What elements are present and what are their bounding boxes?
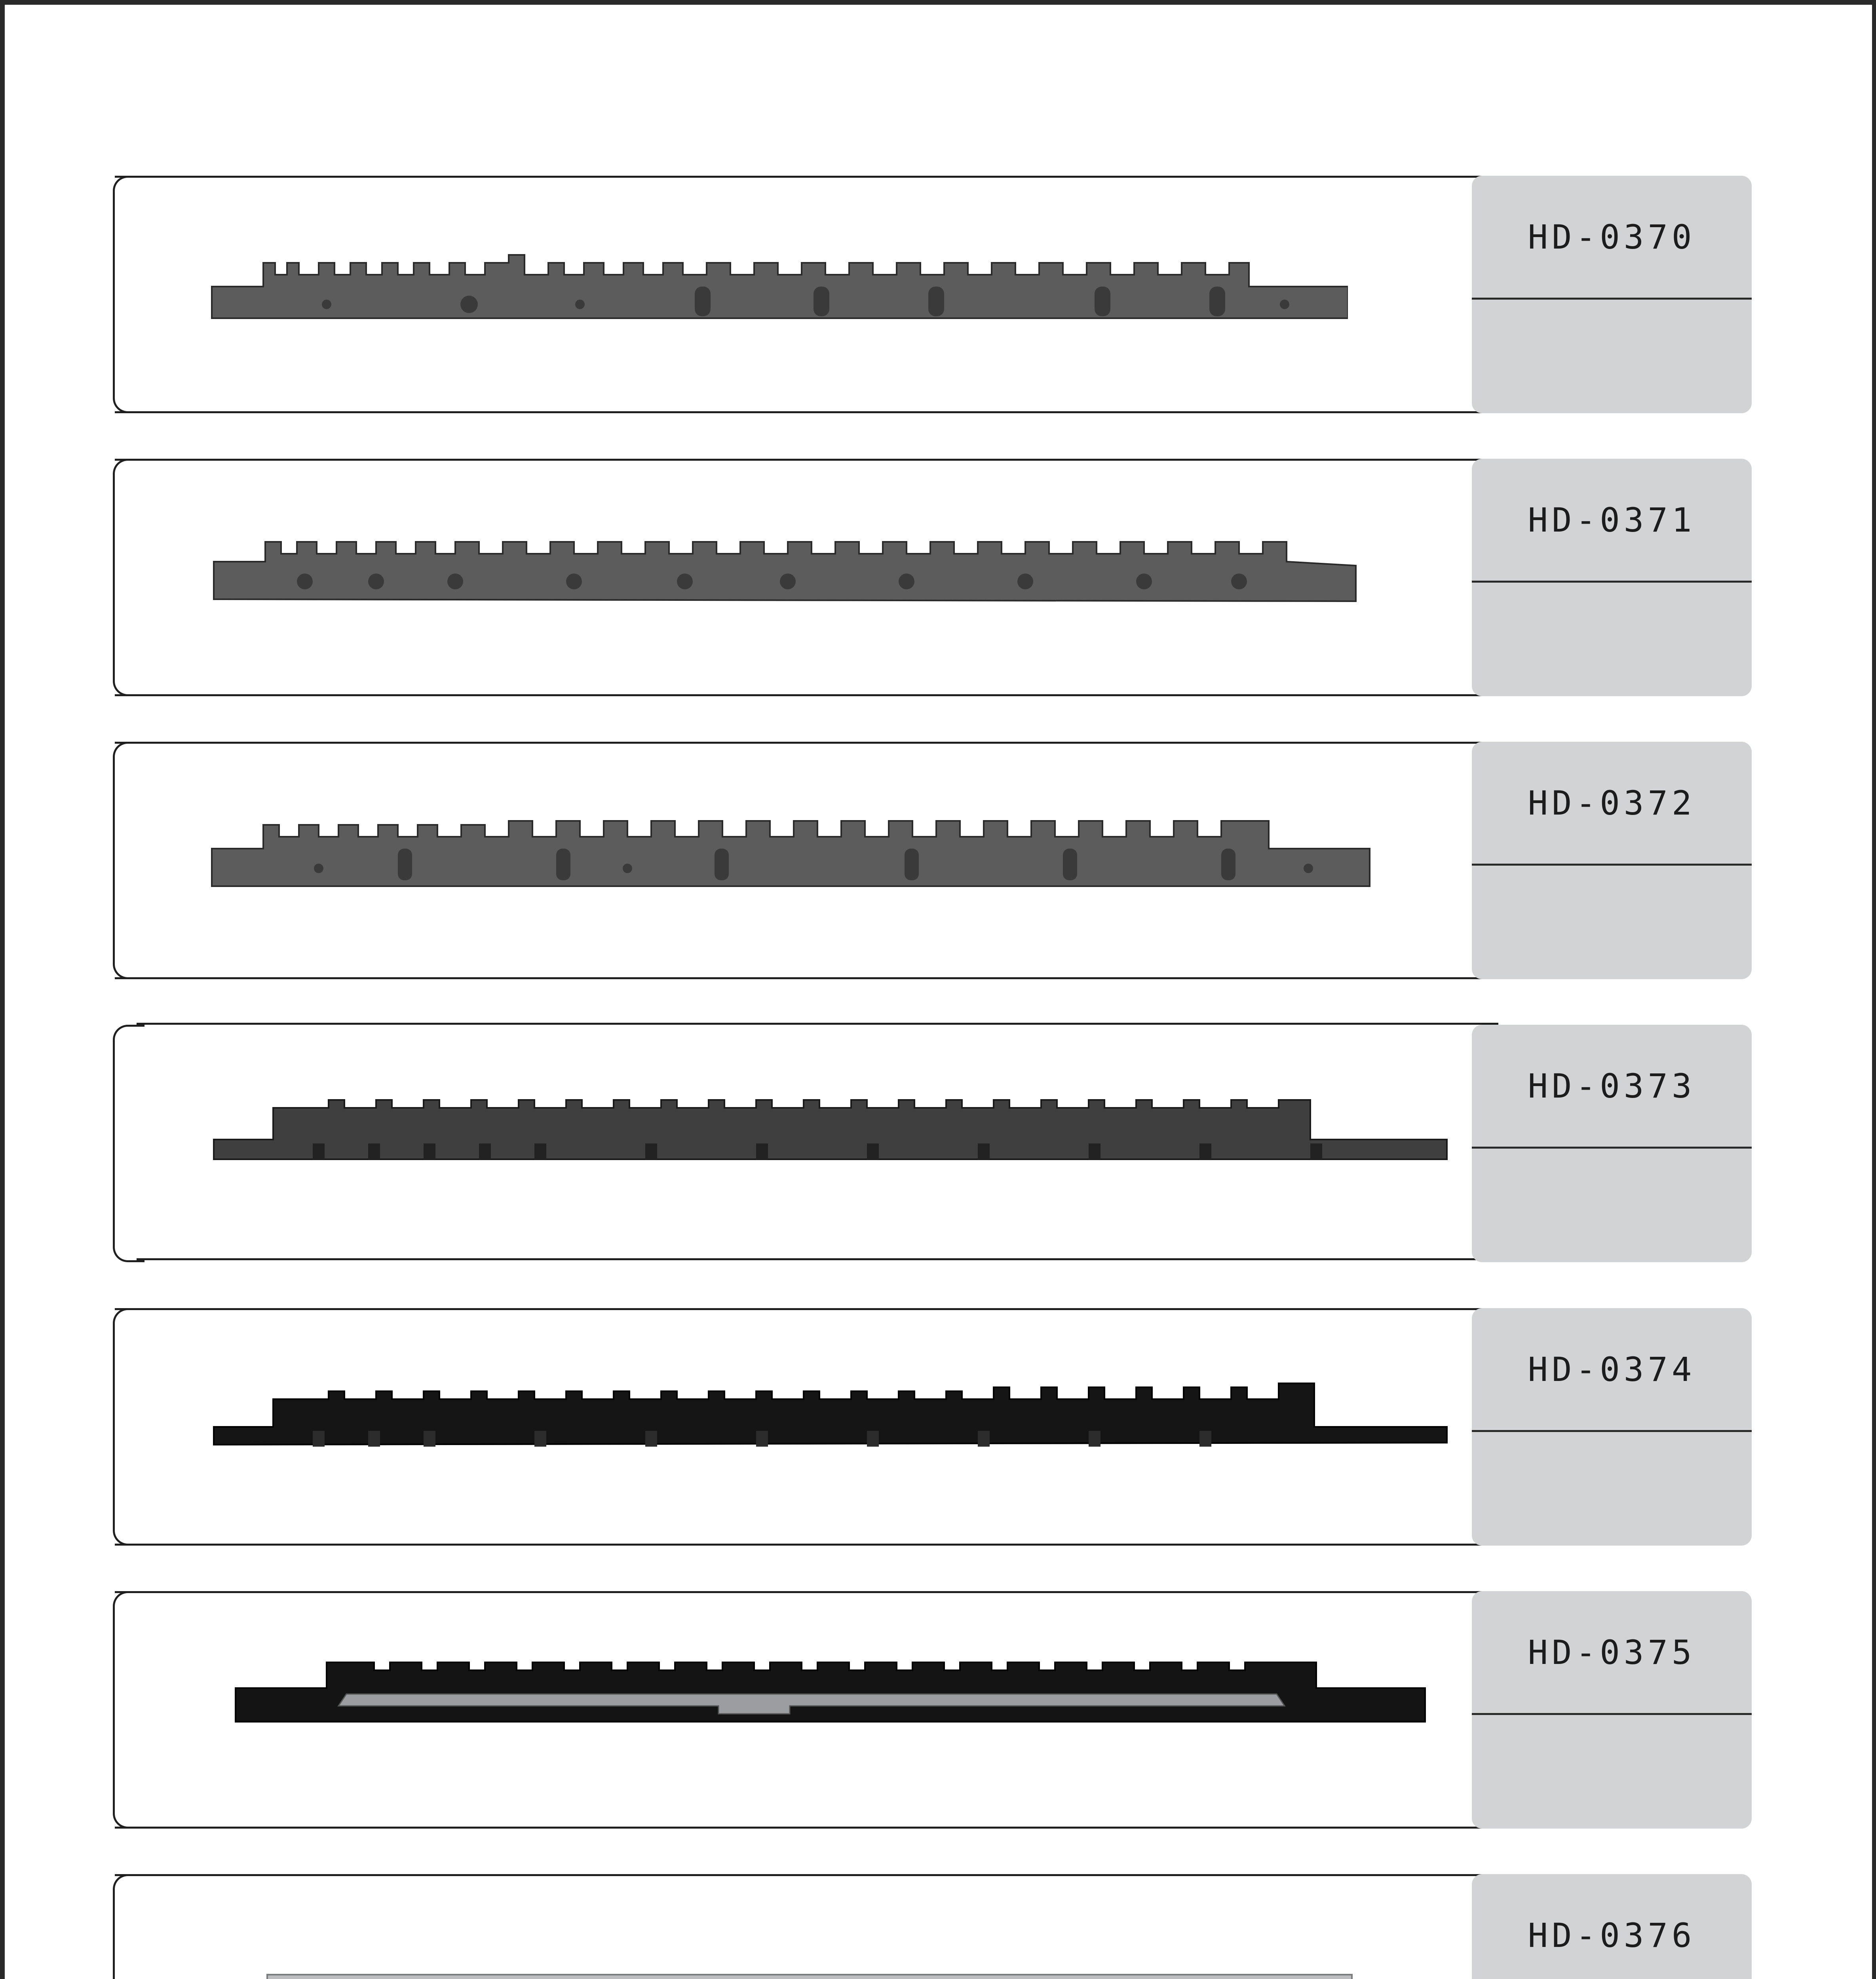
grey-comb-bar-icon — [208, 801, 1372, 904]
dark-grey-comb-bar-icon — [210, 1084, 1449, 1179]
divider — [1472, 1713, 1752, 1715]
catalog-item — [113, 742, 1752, 979]
label-panel — [1472, 459, 1752, 696]
product-code: HD-0370 — [1528, 218, 1696, 256]
bracket — [113, 1025, 144, 1262]
label-panel — [1472, 1591, 1752, 1829]
product-code: HD-0372 — [1528, 784, 1696, 822]
product-code: HD-0371 — [1528, 501, 1696, 539]
label-panel — [1472, 742, 1752, 979]
product-code: HD-0376 — [1528, 1916, 1696, 1955]
divider — [1472, 1147, 1752, 1149]
divider — [1472, 298, 1752, 300]
catalog-item — [113, 176, 1752, 413]
aluminium-rail-icon — [243, 1969, 1380, 1979]
grey-comb-bar-icon — [210, 522, 1358, 621]
catalog-item — [113, 1025, 1752, 1262]
product-code: HD-0373 — [1528, 1067, 1696, 1105]
label-panel — [1472, 1308, 1752, 1546]
label-panel — [1472, 1874, 1752, 1979]
catalog-item — [113, 459, 1752, 696]
divider — [1472, 864, 1752, 866]
grey-comb-bar-icon — [208, 239, 1348, 338]
product-code: HD-0374 — [1528, 1350, 1696, 1389]
divider — [1472, 1430, 1752, 1432]
black-comb-bar-icon — [210, 1371, 1449, 1466]
label-panel — [1472, 1025, 1752, 1262]
product-code: HD-0375 — [1528, 1633, 1696, 1672]
black-comb-bar-with-steel-strip-icon — [232, 1650, 1427, 1742]
catalog-item — [113, 1308, 1752, 1546]
catalog-item — [113, 1874, 1752, 1979]
item-frame — [113, 1874, 1498, 1979]
catalog-item — [113, 1591, 1752, 1829]
divider — [1472, 581, 1752, 583]
label-panel — [1472, 176, 1752, 413]
